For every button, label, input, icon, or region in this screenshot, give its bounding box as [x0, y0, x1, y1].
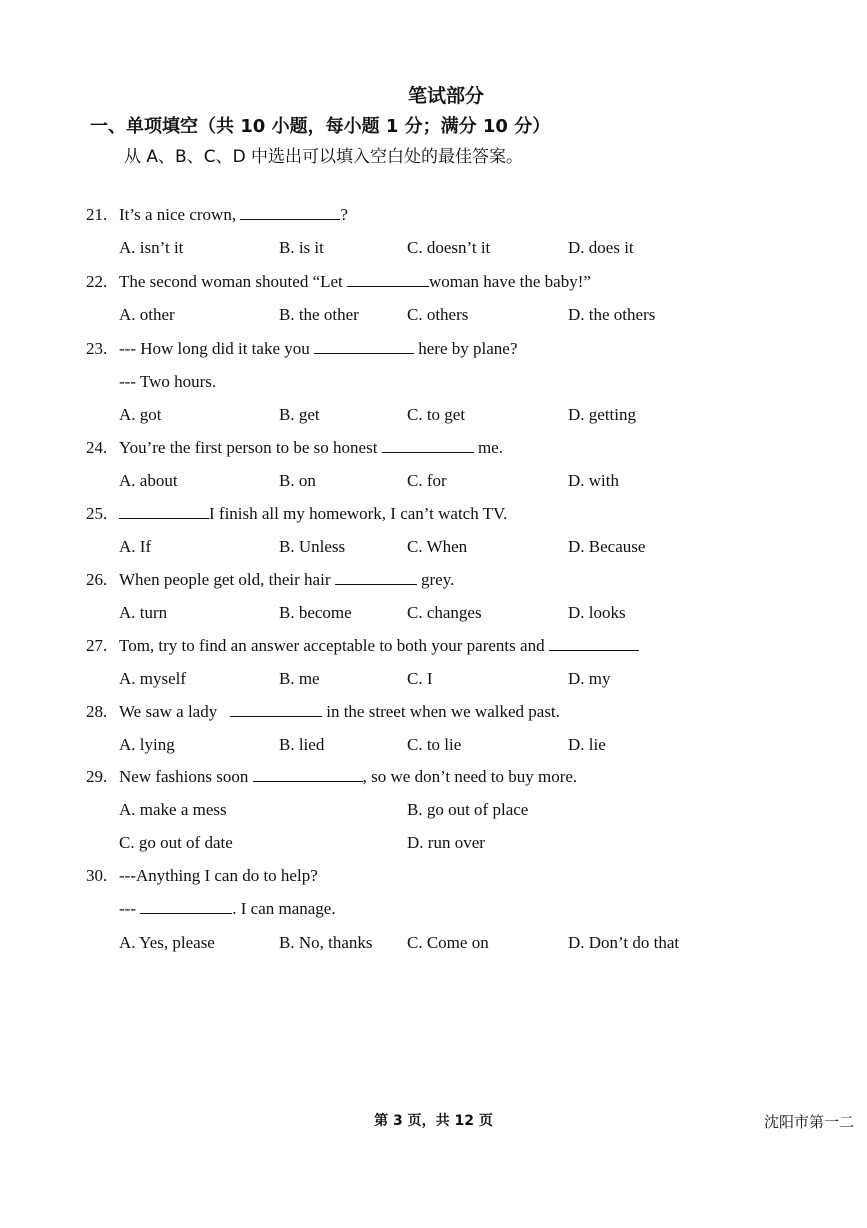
option-b: B. No, thanks	[279, 933, 373, 952]
question-text: You’re the first person to be so honest	[119, 438, 378, 457]
option-a: A. make a mess	[119, 800, 227, 819]
option-b: B. become	[279, 603, 352, 622]
question-21	[86, 205, 348, 225]
option-d: D. does it	[568, 238, 634, 257]
option-b: B. on	[279, 471, 316, 490]
answer-blank	[119, 504, 209, 519]
question-text-end: in the street when we walked past.	[326, 702, 560, 721]
option-b: B. go out of place	[407, 800, 529, 819]
question-number: 27.	[86, 636, 108, 655]
option-c: C. changes	[407, 603, 482, 622]
question-text: The second woman shouted “Let	[119, 272, 343, 291]
option-d: D. Don’t do that	[568, 933, 680, 952]
option-a: A. other	[119, 305, 175, 324]
question-number: 25.	[86, 504, 108, 523]
option-b: B. lied	[279, 735, 325, 754]
option-d: D. getting	[568, 405, 636, 424]
option-c: C. doesn’t it	[407, 238, 491, 257]
question-text: When people get old, their hair	[119, 570, 331, 589]
question-text-end: here by plane?	[418, 339, 518, 358]
question-number: 23.	[86, 339, 108, 358]
option-d: D. with	[568, 471, 619, 490]
section-title: 一、单项填空（共 10 小题，每小题 1 分；满分 10 分）	[90, 116, 551, 137]
answer-blank	[347, 272, 429, 287]
option-c: C. Come on	[407, 933, 489, 952]
option-c: C. to lie	[407, 735, 462, 754]
answer-blank	[230, 702, 322, 717]
option-c: C. go out of date	[119, 833, 233, 852]
answer-blank	[314, 339, 414, 354]
option-b: B. get	[279, 405, 320, 424]
question-number: 22.	[86, 272, 108, 291]
question-text-end: , so we don’t need to buy more.	[362, 767, 578, 786]
question-24	[86, 438, 503, 458]
question-text: Tom, try to find an answer acceptable to both your parents and	[119, 636, 545, 655]
option-c: C. I	[407, 669, 433, 688]
reply-dashes: ---	[119, 899, 136, 918]
question-number: 29.	[86, 767, 108, 786]
answer-blank	[240, 205, 340, 220]
page-heading: 笔试部分	[407, 85, 484, 107]
option-c: C. When	[407, 537, 468, 556]
option-b: B. is it	[279, 238, 324, 257]
question-text-end: woman have the baby!”	[429, 272, 591, 291]
option-a: A. lying	[119, 735, 175, 754]
question-25	[86, 504, 507, 524]
option-a: A. about	[119, 471, 178, 490]
question-text: It’s a nice crown,	[119, 205, 237, 224]
option-c: C. others	[407, 305, 469, 324]
option-a: A. turn	[119, 603, 168, 622]
option-a: A. Yes, please	[119, 933, 215, 952]
question-reply	[119, 899, 336, 919]
option-a: A. isn’t it	[119, 238, 184, 257]
option-d: D. run over	[407, 833, 485, 852]
option-b: B. Unless	[279, 537, 346, 556]
answer-blank	[382, 438, 474, 453]
question-27	[86, 636, 639, 656]
option-a: A. If	[119, 537, 152, 556]
question-number: 30.	[86, 866, 108, 885]
page-number: 第 3 页，共 12 页	[374, 1113, 493, 1129]
option-d: D. lie	[568, 735, 606, 754]
question-29	[86, 767, 577, 787]
question-22	[86, 272, 591, 292]
option-b: B. me	[279, 669, 320, 688]
question-text: New fashions soon	[119, 767, 249, 786]
question-28	[86, 702, 560, 722]
option-d: D. Because	[568, 537, 646, 556]
question-30	[86, 866, 318, 886]
footer-school: 沈阳市第一二	[764, 1113, 855, 1131]
answer-blank	[140, 899, 232, 914]
question-number: 21.	[86, 205, 108, 224]
question-reply: --- Two hours.	[119, 372, 217, 391]
answer-blank	[253, 767, 363, 782]
question-text: ---Anything I can do to help?	[119, 866, 318, 885]
question-number: 28.	[86, 702, 108, 721]
question-text-end: me.	[477, 438, 503, 457]
option-b: B. the other	[279, 305, 359, 324]
answer-blank	[549, 636, 639, 651]
option-a: A. got	[119, 405, 162, 424]
question-text: --- How long did it take you	[119, 339, 310, 358]
question-text-end: ?	[340, 205, 348, 224]
question-23	[86, 339, 517, 359]
option-c: C. to get	[407, 405, 466, 424]
question-text-end: I finish all my homework, I can’t watch TV.	[209, 504, 508, 523]
option-d: D. the others	[568, 305, 656, 324]
option-d: D. looks	[568, 603, 626, 622]
question-text-end: grey.	[420, 570, 455, 589]
option-d: D. my	[568, 669, 611, 688]
reply-text: . I can manage.	[232, 899, 336, 918]
answer-blank	[335, 570, 417, 585]
option-c: C. for	[407, 471, 447, 490]
question-number: 24.	[86, 438, 108, 457]
option-a: A. myself	[119, 669, 187, 688]
question-text: We saw a lady	[119, 702, 218, 721]
question-26	[86, 570, 454, 590]
question-number: 26.	[86, 570, 108, 589]
section-instruction: 从 A、B、C、D 中选出可以填入空白处的最佳答案。	[124, 147, 524, 167]
